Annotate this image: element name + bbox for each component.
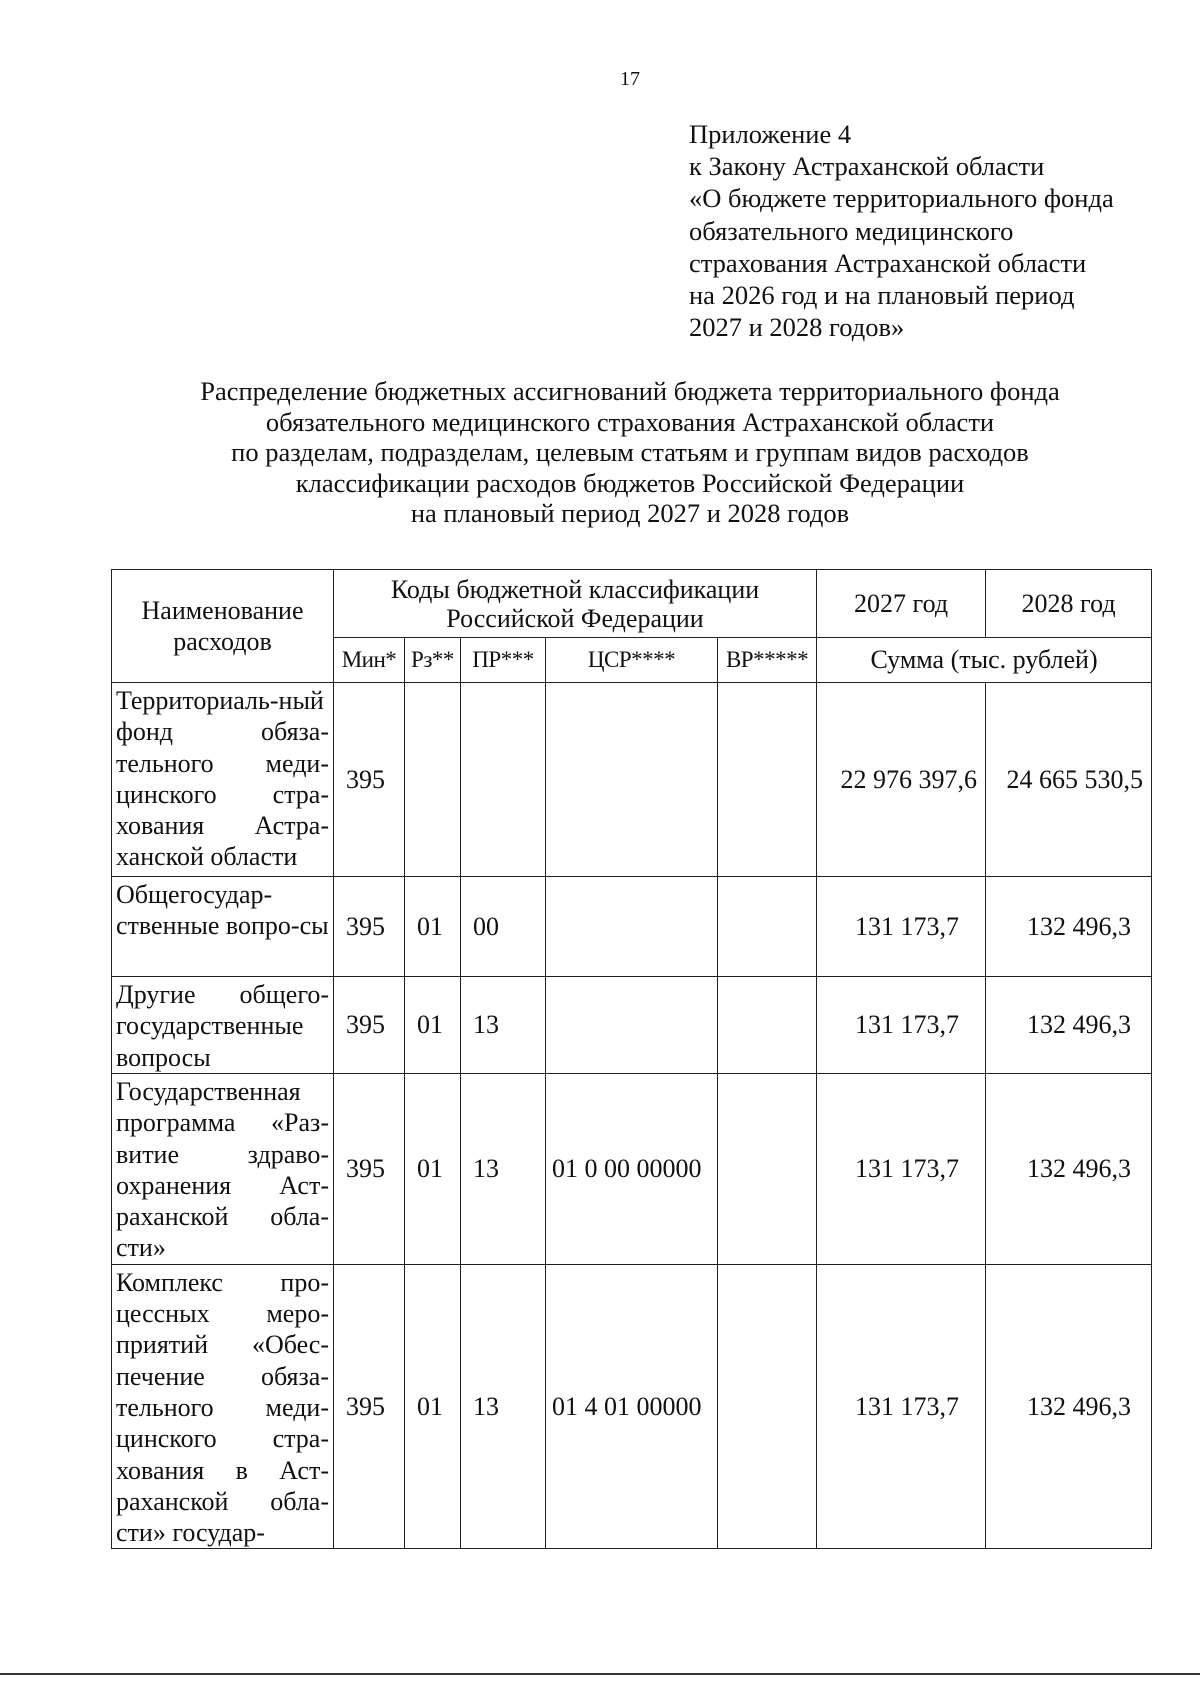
row-pr <box>461 683 546 877</box>
row-min: 395 <box>334 683 405 877</box>
annex-line: страхования Астраханской области <box>689 247 1087 278</box>
header-year-2027: 2027 год <box>817 570 986 638</box>
title-line: по разделам, подразделам, целевым статьям и группам видов расходов <box>231 437 1029 467</box>
annex-line: Приложение 4 <box>689 119 852 149</box>
header-csr: ЦСР**** <box>546 638 718 683</box>
table-row <box>112 1074 1152 1265</box>
row-value-2028: 132 496,3 <box>986 977 1152 1074</box>
row-min: 395 <box>334 977 405 1074</box>
header-name-line1: Наименование <box>141 595 304 625</box>
row-rz <box>405 683 461 877</box>
footer-rule <box>0 1673 1200 1675</box>
table-row <box>112 977 1152 1074</box>
row-value-2028: 132 496,3 <box>986 1074 1152 1265</box>
row-vr <box>718 977 817 1074</box>
header-min: Мин* <box>334 638 405 683</box>
row-value-2027: 131 173,7 <box>817 877 986 977</box>
annex-block <box>689 118 1114 343</box>
row-vr <box>718 1074 817 1265</box>
row-csr <box>546 683 718 877</box>
row-name: Другие общего-государственные вопросы <box>112 977 334 1074</box>
header-vr: ВР***** <box>718 638 817 683</box>
row-csr: 01 0 00 00000 <box>546 1074 718 1265</box>
row-min: 395 <box>334 1264 405 1549</box>
annex-line: 2027 и 2028 годов» <box>689 312 905 343</box>
row-rz: 01 <box>405 1264 461 1549</box>
row-rz: 01 <box>405 977 461 1074</box>
row-value-2028: 24 665 530,5 <box>986 683 1152 877</box>
header-pr: ПР*** <box>461 638 546 683</box>
header-sum: Сумма (тыс. рублей) <box>817 638 1152 683</box>
row-value-2027: 131 173,7 <box>817 1264 986 1549</box>
document-title <box>0 376 1200 529</box>
annex-line: обязательного медицинского <box>689 215 1014 246</box>
row-min: 395 <box>334 877 405 977</box>
row-rz: 01 <box>405 877 461 977</box>
row-rz: 01 <box>405 1074 461 1265</box>
row-name: Территориаль-ный фонд обяза-тельного меди-цинского стра-хования Астра-ханской области <box>112 683 334 877</box>
row-csr <box>546 877 718 977</box>
row-name: Общегосудар-ственные вопро-сы <box>112 877 334 977</box>
row-value-2028: 132 496,3 <box>986 1264 1152 1549</box>
header-codes-line2: Российской Федерации <box>446 603 704 633</box>
row-value-2028: 132 496,3 <box>986 877 1152 977</box>
row-min: 395 <box>334 1074 405 1265</box>
annex-line: «О бюджете территориального фонда <box>689 183 1114 214</box>
title-line: Распределение бюджетных ассигнований бюджета территориального фонда <box>200 376 1060 406</box>
page-number: 17 <box>620 68 640 90</box>
header-year-2028: 2028 год <box>986 570 1152 638</box>
title-line: на плановый период 2027 и 2028 годов <box>410 498 850 528</box>
row-name: Государственная программа «Раз-витие здраво-охранения Аст-раханской обла-сти» <box>112 1074 334 1265</box>
budget-table <box>111 569 1152 1549</box>
row-csr <box>546 977 718 1074</box>
annex-line: на 2026 год и на плановый период <box>689 280 1075 311</box>
title-line: классификации расходов бюджетов Российской Федерации <box>295 467 965 498</box>
header-rz: Рз** <box>405 638 461 683</box>
annex-line: к Закону Астраханской области <box>689 151 1045 182</box>
table-row <box>112 1264 1152 1549</box>
row-pr: 13 <box>461 977 546 1074</box>
table-row <box>112 683 1152 877</box>
row-csr: 01 4 01 00000 <box>546 1264 718 1549</box>
row-vr <box>718 1264 817 1549</box>
header-name <box>112 570 334 683</box>
header-name-line2: расходов <box>173 627 272 656</box>
row-pr: 13 <box>461 1074 546 1265</box>
row-pr: 13 <box>461 1264 546 1549</box>
row-value-2027: 131 173,7 <box>817 977 986 1074</box>
row-value-2027: 22 976 397,6 <box>817 683 986 877</box>
title-line: обязательного медицинского страхования Астраханской области <box>265 406 995 437</box>
row-vr <box>718 683 817 877</box>
row-vr <box>718 877 817 977</box>
header-row-top <box>112 570 1152 638</box>
row-value-2027: 131 173,7 <box>817 1074 986 1265</box>
row-pr: 00 <box>461 877 546 977</box>
table-row <box>112 877 1152 977</box>
row-name: Комплекс про-цессных меро-приятий «Обес-печение обяза-тельного меди-цинского стра-хования в Аст-раханской обла-сти» государ- <box>112 1264 334 1549</box>
header-codes-line1: Коды бюджетной классификации <box>390 574 760 604</box>
header-codes <box>334 570 817 638</box>
